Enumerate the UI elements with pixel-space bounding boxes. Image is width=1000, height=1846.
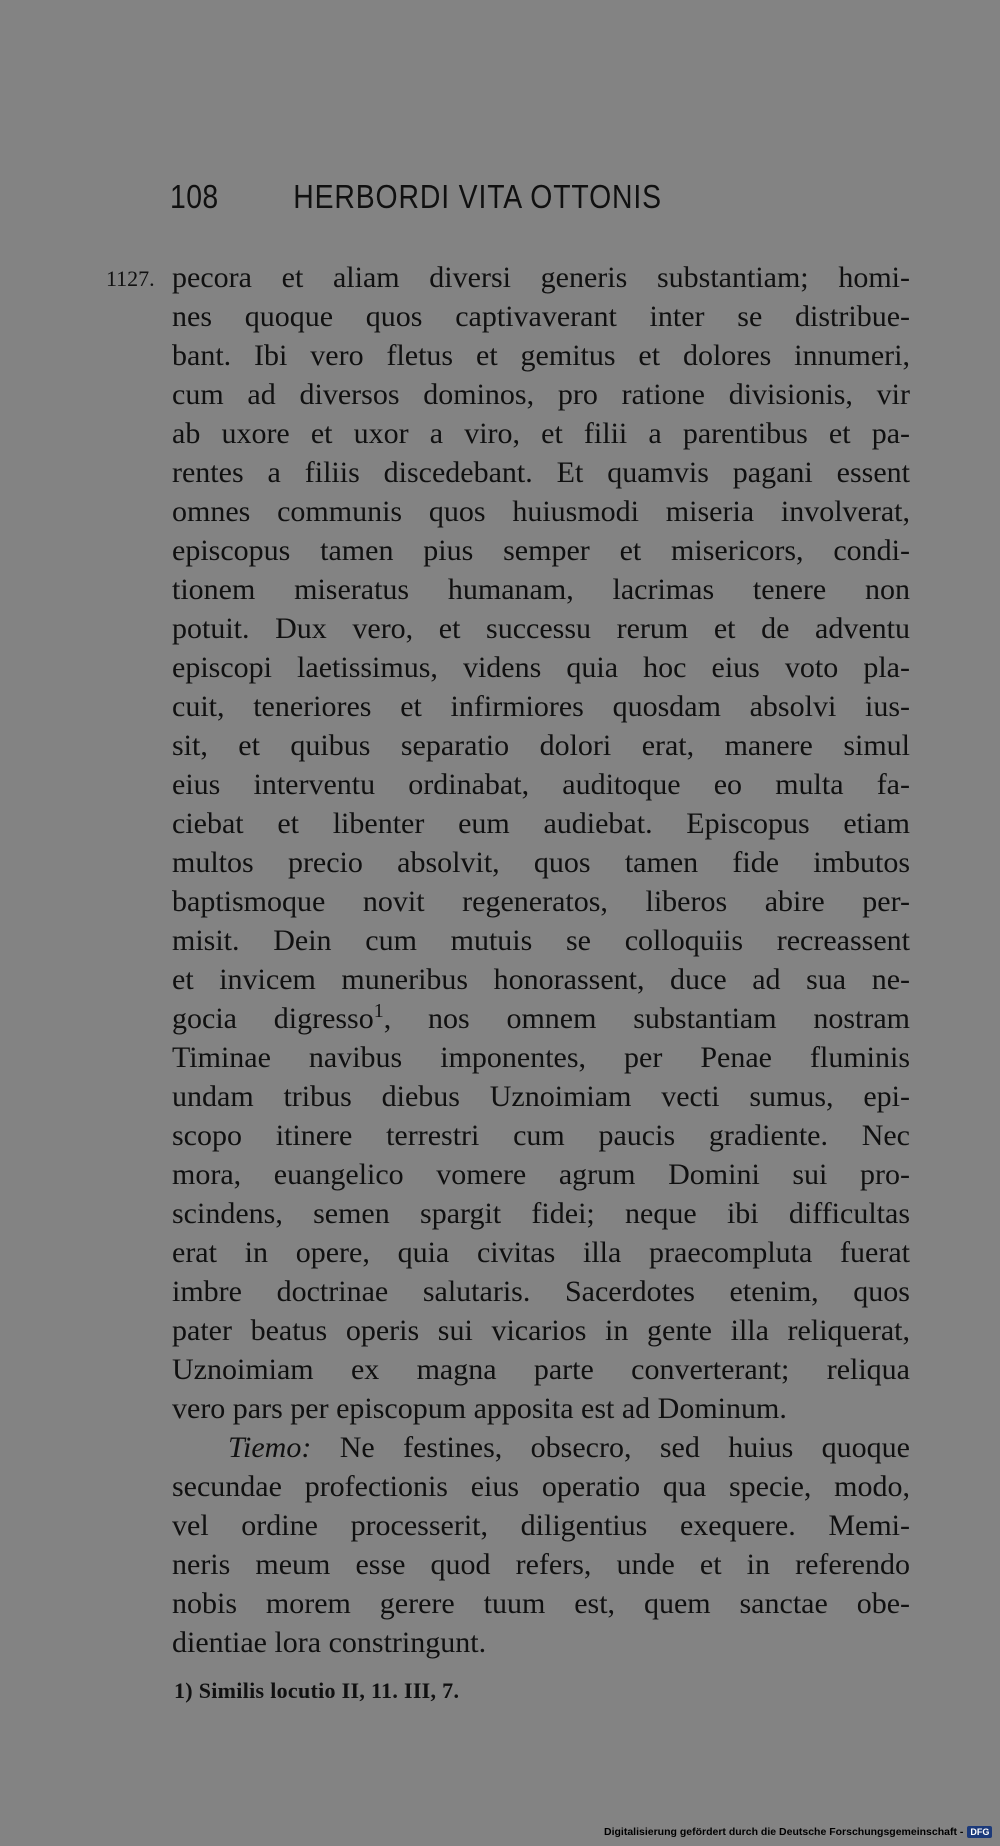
page-number: 108 — [170, 178, 219, 215]
text-line: secundae profectionis eius operatio qua specie, modo, — [172, 1470, 910, 1503]
text-line: eius interventu ordinabat, auditoque eo multa fa- — [172, 768, 910, 801]
text-line: rentes a filiis discedebant. Et quamvis pagani essent — [172, 456, 910, 489]
text-line: nobis morem gerere tuum est, quem sanctae obe- — [172, 1587, 910, 1620]
text-segment: , nos omnem substantiam nostram — [383, 1002, 910, 1035]
text-line: erat in opere, quia civitas illa praecompluta fuerat — [172, 1236, 910, 1269]
text-line: imbre doctrinae salutaris. Sacerdotes etenim, quos — [172, 1275, 910, 1308]
text-line: baptismoque novit regeneratos, liberos abire per- — [172, 885, 910, 918]
dialogue-line — [172, 1428, 910, 1467]
text-line: episcopus tamen pius semper et misericors, condi- — [172, 534, 910, 567]
main-text — [172, 258, 910, 1662]
text-line: cum ad diversos dominos, pro ratione divisionis, vir — [172, 378, 910, 411]
digitization-credit — [604, 1826, 996, 1838]
text-line: misit. Dein cum mutuis se colloquiis recreassent — [172, 924, 910, 957]
text-line: Uznoimiam ex magna parte converterant; reliqua — [172, 1353, 910, 1386]
text-segment: Ne festines, obsecro, sed huius quoque — [311, 1431, 910, 1464]
text-line: multos precio absolvit, quos tamen fide imbutos — [172, 846, 910, 879]
text-line: scopo itinere terrestri cum paucis gradiente. Nec — [172, 1119, 910, 1152]
text-line: neris meum esse quod refers, unde et in referendo — [172, 1548, 910, 1581]
text-line: et invicem muneribus honorassent, duce ad sua ne- — [172, 963, 910, 996]
footnote-marker: 1 — [373, 1000, 384, 1022]
text-line: pecora et aliam diversi generis substantiam; homi- — [172, 261, 910, 294]
text-line: pater beatus operis sui vicarios in gente illa reliquerat, — [172, 1314, 910, 1347]
dfg-logo: DFG — [967, 1826, 992, 1838]
running-header — [170, 178, 662, 226]
text-line: mora, euangelico vomere agrum Domini sui pro- — [172, 1158, 910, 1191]
text-segment: gocia digresso — [172, 1002, 374, 1035]
running-title: HERBORDI VITA OTTONIS — [293, 178, 662, 215]
text-line: vel ordine processerit, diligentius exequere. Memi- — [172, 1509, 910, 1542]
text-line: ciebat et libenter eum audiebat. Episcopus etiam — [172, 807, 910, 840]
margin-year: 1127. — [106, 266, 155, 291]
text-line: potuit. Dux vero, et successu rerum et de adventu — [172, 612, 910, 645]
text-line: nes quoque quos captivaverant inter se distribue- — [172, 300, 910, 333]
text-line: episcopi laetissimus, videns quia hoc eius voto pla- — [172, 651, 910, 684]
text-line: bant. Ibi vero fletus et gemitus et dolores innumeri, — [172, 339, 910, 372]
text-line: vero pars per episcopum apposita est ad Dominum. — [172, 1392, 787, 1425]
speaker-name: Tiemo: — [228, 1431, 312, 1464]
credit-text: Digitalisierung gefördert durch die Deutsche Forschungsgemeinschaft - — [604, 1826, 964, 1838]
text-line: Timinae navibus imponentes, per Penae fluminis — [172, 1041, 910, 1074]
text-line: omnes communis quos huiusmodi miseria involverat, — [172, 495, 910, 528]
text-line: scindens, semen spargit fidei; neque ibi difficultas — [172, 1197, 910, 1230]
text-line: cuit, teneriores et infirmiores quosdam absolvi ius- — [172, 690, 910, 723]
footnote: 1) Similis locutio II, 11. III, 7. — [174, 1678, 460, 1703]
text-line: tionem miseratus humanam, lacrimas tenere non — [172, 573, 910, 606]
text-line-with-footnote-ref — [172, 999, 910, 1038]
text-line: dientiae lora constringunt. — [172, 1626, 487, 1659]
text-line: undam tribus diebus Uznoimiam vecti sumus, epi- — [172, 1080, 910, 1113]
text-line: sit, et quibus separatio dolori erat, manere simul — [172, 729, 910, 762]
text-line: ab uxore et uxor a viro, et filii a parentibus et pa- — [172, 417, 910, 450]
